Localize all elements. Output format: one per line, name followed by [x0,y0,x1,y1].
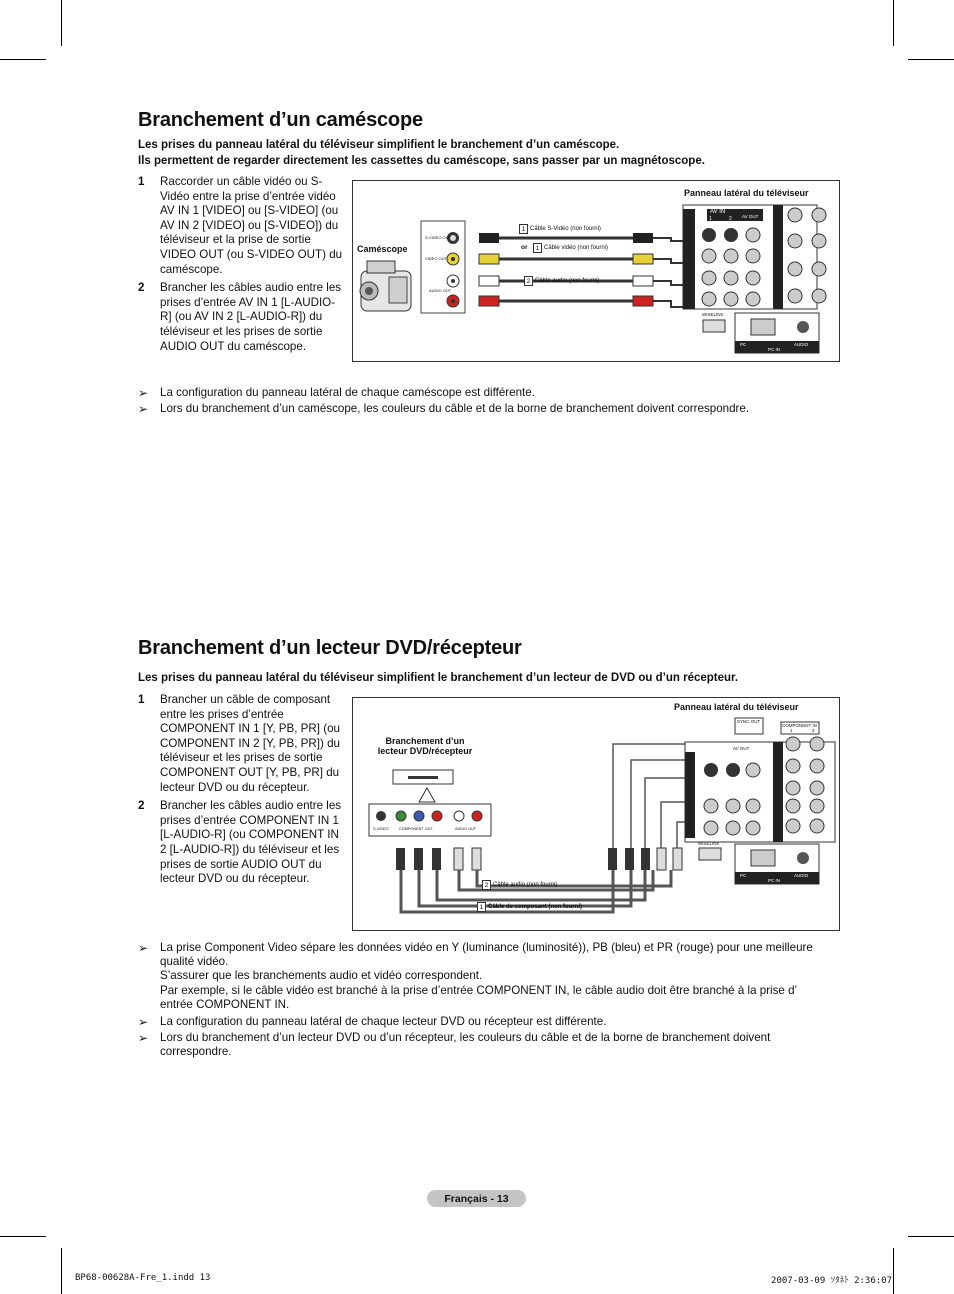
channel-1-label: 1 [709,216,712,222]
cable-number: 1 [519,224,528,234]
crop-mark [908,1236,954,1237]
page-number-badge: Français - 13 [427,1190,526,1207]
audio-label: AUDIO [794,873,809,878]
component-out-label: COMPONENT OUT [399,827,433,831]
note-item [138,941,818,1012]
cable-audio-tag [524,276,599,286]
av-out-label: AV OUT [742,214,759,219]
pc-label: PC [740,342,747,347]
dvd-connection-diagram [352,697,840,931]
step-item [138,799,344,887]
arrow-icon: ➢ [138,386,149,400]
crop-mark [908,59,954,60]
step-item [138,693,344,795]
cable-label: Câble de composant (non fourni) [488,904,582,910]
note-list [138,941,818,1060]
sync-out-label: SYNC OUT [737,719,761,724]
cable-label: Câble vidéo (non fourni) [544,245,609,251]
device-label-line: lecteur DVD/récepteur [377,746,473,756]
step-list [138,693,344,891]
wiselink-label: WISELINK [702,312,724,317]
cable-svideo-tag [519,224,601,234]
diagram-drawing [353,181,839,361]
or-label: or [521,244,528,251]
step-number: 1 [138,175,145,188]
note-item [138,1015,818,1029]
note-item [138,1031,818,1059]
intro-line: Les prises du panneau latéral du téléviseur simplifient le branchement d’un lecteur de DVD ou d’un récepteur. [138,672,739,684]
note-line: La prise Component Video sépare les données vidéo en Y (luminance (luminosité)), PB (bleu) et PR (rouge) pour une meilleure qualité vidéo. [160,941,813,969]
port-label: S-VIDEO OUT [425,235,452,240]
crop-mark [61,0,62,46]
cable-label: Câble audio (non fourni) [493,882,558,888]
cable-number: 2 [524,276,533,286]
camcorder-connection-diagram [352,180,840,362]
section-intro [138,137,858,169]
cable-label: Câble audio (non fourni) [535,278,600,284]
cable-number: 1 [477,902,486,912]
arrow-icon: ➢ [138,941,149,955]
section-title-dvd: Branchement d’un lecteur DVD/récepteur [138,637,522,659]
step-item [138,175,344,277]
tv-side-panel [685,718,835,842]
print-slug-right: 2007-03-09 ｿﾀﾈﾄ 2:36:07 [771,1276,892,1286]
arrow-icon: ➢ [138,1031,149,1046]
arrow-icon: ➢ [138,402,149,417]
audio-out-label: AUDIO OUT [455,827,477,831]
note-text: La configuration du panneau latéral de chaque lecteur DVD ou récepteur est différente. [160,1015,607,1029]
channel-2-label: 2 [729,216,732,222]
cable-number: 1 [533,243,542,253]
cable-number: 2 [482,880,491,890]
wiselink-label: WISELINK [698,841,720,846]
diagram-drawing [353,698,839,930]
print-slug-left: BP68-00628A-Fre_1.indd 13 [75,1273,211,1283]
tv-panel-label: Panneau latéral du téléviseur [684,188,809,198]
crop-mark [893,1248,894,1294]
arrow-icon: ➢ [138,1015,149,1030]
device-label: Caméscope [357,244,408,254]
dvd-player-illustration [393,770,453,802]
device-label-line: Branchement d’un [385,736,465,746]
cable-component-tag [477,902,582,912]
pc-in-label: PC IN [768,878,781,883]
port-label: AUDIO OUT [429,288,452,293]
note-text: Lors du branchement d’un caméscope, les couleurs du câble et de la borne de branchement doivent correspondre. [160,402,750,416]
step-item [138,281,344,354]
crop-mark [61,1248,62,1294]
note-line: S’assurer que les branchements audio et vidéo correspondent. [160,969,483,983]
intro-line: Ils permettent de regarder directement les cassettes du caméscope, sans passer par un magnétoscope. [138,155,705,167]
pc-in-label: PC IN [768,347,781,352]
section-intro [138,670,858,686]
cable-plugs [396,848,481,870]
av-in-label: AV IN [710,209,726,215]
pc-label: PC [740,873,747,878]
component-in-label: COMPONENT IN [782,723,817,728]
device-label [373,736,477,756]
note-text: Lors du branchement d’un lecteur DVD ou d’un récepteur, les couleurs du câble et de la borne de branchement doivent correspondre. [160,1031,771,1059]
channel-2-label: 2 [812,728,815,733]
step-text: Raccorder un câble vidéo ou S-Vidéo entre la prise d’entrée vidéo AV IN 1 [VIDEO] ou [S-VIDEO] (ou AV IN 2 [VIDEO] ou [S-VIDEO]) du téléviseur et la prise de sortie VIDEO OUT (ou S-VIDEO OUT) du caméscope. [160,175,343,276]
crop-mark [893,0,894,46]
s-video-label: S-VIDEO [373,827,389,831]
step-list [138,175,344,358]
note-line: Par exemple, si le câble vidéo est branché à la prise d’entrée COMPONENT IN, le câble audio doit être branché à la prise d’ entrée COMPONENT IN. [160,983,797,1011]
av-out-label: AV OUT [733,746,750,751]
note-item [138,402,858,416]
step-text: Brancher les câbles audio entre les prises d’entrée AV IN 1 [L-AUDIO-R] (ou AV IN 2 [L-AUDIO-R]) du téléviseur et les prises de sortie AUDIO OUT du caméscope. [160,281,342,353]
cable-video-tag [533,243,608,253]
step-number: 1 [138,693,145,706]
note-text: La configuration du panneau latéral de chaque caméscope est différente. [160,386,535,399]
intro-line: Les prises du panneau latéral du téléviseur simplifient le branchement d’un caméscope. [138,139,620,151]
note-text [160,941,818,1012]
note-item [138,386,858,400]
port-label: VIDEO OUT [425,256,448,261]
step-number: 2 [138,799,145,813]
tv-side-panel [683,205,826,309]
note-list [138,386,858,416]
audio-label: AUDIO [794,342,809,347]
camcorder-illustration [360,261,411,311]
cable-audio-tag [482,880,557,890]
crop-mark [0,59,46,60]
tv-panel-label: Panneau latéral du téléviseur [674,702,799,712]
crop-mark [0,1236,46,1237]
step-text: Brancher un câble de composant entre les prises d’entrée COMPONENT IN 1 [Y, PB, PR] (ou COMPONENT IN 2 [Y, PB, PR]) du téléviseur et les prises de sortie COMPONENT OUT [Y, PB, PR] du lecteur DVD ou du récepteur. [160,693,340,794]
step-text: Brancher les câbles audio entre les prises d’entrée COMPONENT IN 1 [L-AUDIO-R] (ou COMPONENT IN 2 [L-AUDIO-R]) du téléviseur et les prises de sortie AUDIO OUT du lecteur DVD ou du récepteur. [160,799,342,886]
channel-1-label: 1 [790,728,793,733]
cable-label: Câble S-Vidéo (non fourni) [530,226,601,232]
section-title-camcorder: Branchement d’un caméscope [138,109,423,131]
step-number: 2 [138,281,145,295]
